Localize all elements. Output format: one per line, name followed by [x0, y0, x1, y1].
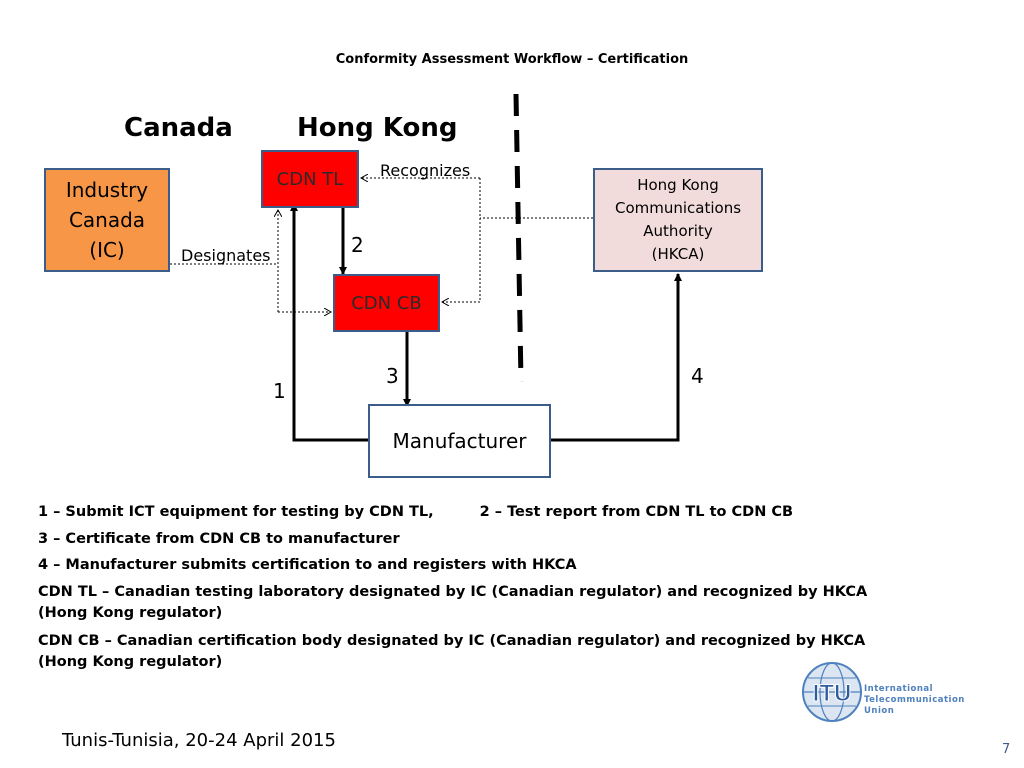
border-divider-line	[516, 94, 521, 382]
node-cdn-cb	[333, 274, 440, 332]
node-ic-line-3: (IC)	[89, 238, 125, 262]
step-number-4: 4	[691, 364, 704, 388]
arrow-step-4	[551, 274, 678, 440]
step-number-1: 1	[273, 379, 286, 403]
node-hkca-line-2: Communications	[614, 198, 742, 217]
node-manufacturer	[368, 404, 551, 478]
legend-step-3: 3 – Certificate from CDN CB to manufacturer	[38, 531, 400, 547]
itu-globe-icon	[800, 660, 864, 724]
page-number: 7	[1002, 742, 1011, 757]
step-number-3: 3	[386, 364, 399, 388]
itu-name	[864, 684, 965, 717]
node-hkca-line-3: Authority	[643, 222, 713, 240]
region-label-canada: Canada	[124, 113, 233, 143]
edge-label-recognizes: Recognizes	[380, 161, 471, 180]
legend-step-4: 4 – Manufacturer submits certification to and registers with HKCA	[38, 557, 577, 573]
node-cdn-tl-label: CDN TL	[276, 168, 344, 190]
node-cdn-cb-label: CDN CB	[351, 292, 422, 314]
itu-name-line-2: Telecommunication	[864, 695, 965, 705]
itu-logo	[800, 660, 980, 728]
node-hkca-line-1: Hong Kong	[637, 175, 719, 194]
legend-line-1	[38, 502, 918, 523]
step-number-2: 2	[351, 233, 364, 257]
edge-label-designates: Designates	[181, 246, 271, 265]
node-cdn-tl	[261, 150, 359, 208]
legend-cdn-tl-definition: CDN TL – Canadian testing laboratory designated by IC (Canadian regulator) and recognized by HKCA (Hong Kong regulator)	[38, 584, 868, 621]
node-ic-line-2: Canada	[68, 208, 146, 232]
legend-cdn-cb-definition: CDN CB – Canadian certification body designated by IC (Canadian regulator) and recognized by HKCA (Hong Kong regulator)	[38, 633, 866, 670]
node-manufacturer-label: Manufacturer	[392, 429, 527, 453]
footer-event: Tunis-Tunisia, 20-24 April 2015	[62, 730, 336, 751]
node-ic-line-1: Industry	[65, 178, 149, 202]
node-hkca	[593, 168, 763, 272]
node-industry-canada	[44, 168, 170, 272]
legend-step-2: 2 – Test report from CDN TL to CDN CB	[479, 504, 794, 520]
region-label-hong-kong: Hong Kong	[297, 113, 458, 143]
itu-name-line-1: International	[864, 684, 934, 694]
itu-abbr: ITU	[812, 680, 852, 707]
node-hkca-line-4: (HKCA)	[651, 245, 705, 264]
legend-step-1: 1 – Submit ICT equipment for testing by CDN TL,	[38, 504, 434, 520]
itu-name-line-3: Union	[864, 706, 895, 716]
slide-title: Conformity Assessment Workflow – Certification	[335, 52, 689, 67]
